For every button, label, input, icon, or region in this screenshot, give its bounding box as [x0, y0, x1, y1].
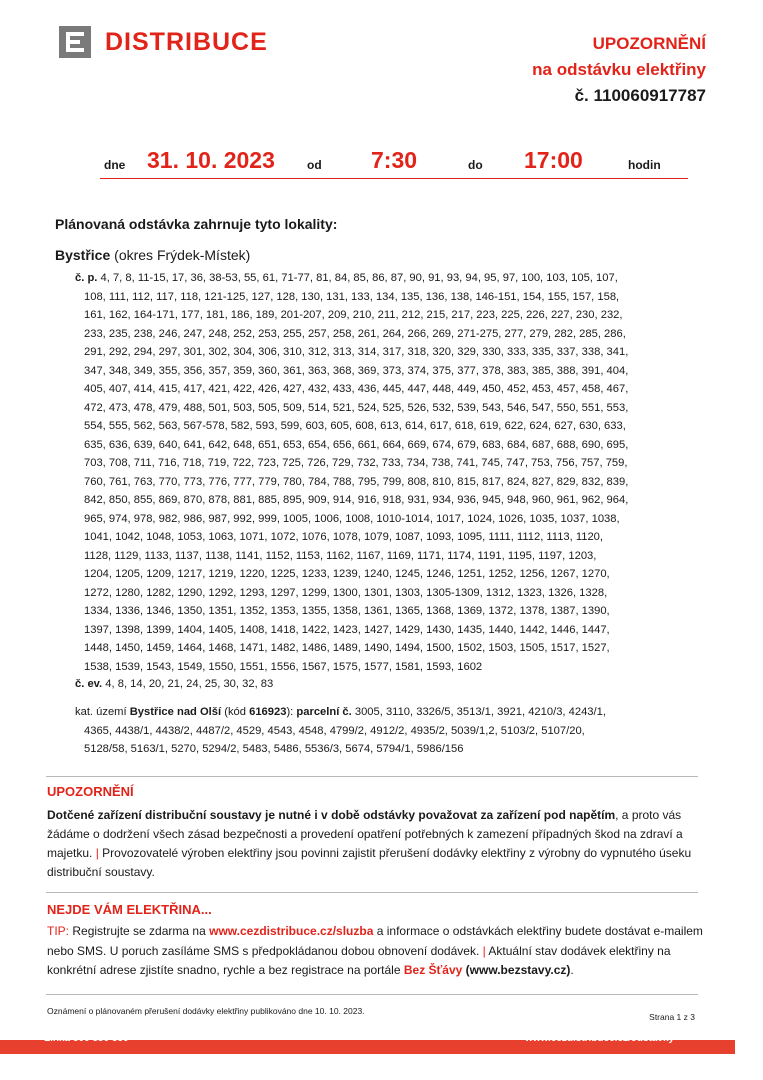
no-power-end: .	[570, 963, 574, 977]
divider	[46, 776, 698, 777]
do-label: do	[468, 158, 483, 172]
warning-text	[47, 806, 707, 882]
time-from: 7:30	[371, 147, 418, 173]
house-numbers-line	[75, 454, 715, 473]
od-label: od	[307, 158, 322, 172]
parcel-line-3: 5128/58, 5163/1, 5270, 5294/2, 5483, 5486, 5536/3, 5674, 5794/1, 5986/156	[84, 743, 464, 755]
divider	[46, 994, 698, 995]
house-numbers-line	[75, 528, 715, 547]
house-numbers-text: 1128, 1129, 1133, 1137, 1138, 1141, 1152, 1153, 1162, 1167, 1169, 1171, 1174, 1191, 1195, 1197, 1203,	[84, 549, 597, 562]
no-power-text-1: Registrujte se zdarma na	[72, 924, 206, 938]
house-numbers-line	[75, 288, 715, 307]
registration-link[interactable]: www.cezdistribuce.cz/sluzba	[209, 924, 374, 938]
house-numbers-line	[75, 491, 715, 510]
house-numbers-text: 703, 708, 711, 716, 718, 719, 722, 723, 725, 726, 729, 732, 733, 734, 738, 741, 745, 747, 753, 756, 757, 759,	[84, 457, 628, 469]
outage-date: 31. 10. 2023	[147, 147, 275, 173]
house-numbers-line	[75, 436, 715, 455]
warning-separator: |	[95, 846, 99, 860]
portal-link[interactable]: (www.bezstavy.cz)	[465, 963, 571, 977]
cez-logo	[59, 26, 268, 58]
house-numbers-text: 842, 850, 855, 869, 870, 878, 881, 885, 895, 909, 914, 916, 918, 931, 934, 936, 945, 948, 960, 961, 962, 964,	[84, 494, 629, 506]
kat-code-open: (kód	[224, 706, 246, 718]
ev-label: č. ev.	[75, 678, 103, 690]
house-numbers-text: 1397, 1398, 1399, 1404, 1405, 1408, 1418, 1422, 1423, 1427, 1429, 1430, 1435, 1440, 1442, 1446, 1447,	[84, 623, 610, 636]
parcel-line-2: 4365, 4438/1, 4438/2, 4487/2, 4529, 4543, 4548, 4799/2, 4912/2, 4935/2, 5039/1,2, 5103/2, 5107/20,	[84, 724, 585, 737]
house-numbers-line	[75, 658, 715, 677]
hotline-text: Linka 800 850 860	[44, 1033, 129, 1044]
house-numbers-line	[75, 417, 715, 436]
cadastral-area	[75, 703, 715, 759]
notice-header	[532, 31, 706, 109]
house-numbers-line	[75, 584, 715, 603]
notice-subtitle: na odstávku elektřiny	[532, 60, 706, 79]
house-numbers-line	[75, 399, 715, 418]
kat-prefix: kat. území	[75, 706, 127, 718]
parcel-line-1: 3005, 3110, 3326/5, 3513/1, 3921, 4210/3, 4243/1,	[354, 706, 606, 718]
registration-numbers	[75, 678, 273, 690]
warning-text-2: Provozovatelé výroben elektřiny jsou povinni zajistit přerušení dodávky elektřiny z výrobny do vypnutého úseku distribuční soustavy.	[47, 846, 692, 879]
house-numbers-text: 1272, 1280, 1282, 1290, 1292, 1293, 1297, 1299, 1300, 1301, 1303, 1305-1309, 1312, 1323, 1326, 1328,	[84, 586, 608, 599]
warning-bold: Dotčené zařízení distribuční soustavy je nutné i v době odstávky považovat za zařízení pod napětím	[47, 808, 616, 822]
warning-text-1: , a proto vás žádáme o dodržení všech zásad bezpečnosti a provedení opatření potřebných k zamezení případných škod na zdraví a majetku.	[47, 808, 683, 860]
notice-title: UPOZORNĚNÍ	[592, 34, 706, 53]
house-numbers-text: 1538, 1539, 1543, 1549, 1550, 1551, 1556, 1567, 1575, 1577, 1581, 1593, 1602	[84, 660, 483, 673]
no-power-text-2: a informace o odstávkách elektřiny budete dostávat e-mailem nebo SMS. U poruch zasíláme SMS s předpokládanou dobou obnovení dodávek.	[47, 924, 703, 958]
kat-name: Bystřice nad Olší	[129, 706, 222, 718]
kat-code: 616923	[249, 706, 287, 718]
localities-title: Plánovaná odstávka zahrnuje tyto lokality:	[55, 216, 338, 232]
divider	[46, 892, 698, 893]
house-numbers-text: 4, 7, 8, 11-15, 17, 36, 38-53, 55, 61, 71-77, 81, 84, 85, 86, 87, 90, 91, 93, 94, 95, 97, 100, 103, 105, 107,	[100, 272, 618, 284]
house-numbers-text: 108, 111, 112, 117, 118, 121-125, 127, 128, 130, 131, 133, 134, 135, 136, 138, 146-151, 154, 155, 157, 158,	[84, 290, 620, 303]
no-power-text-3: Aktuální stav dodávek elektřiny na konkrétní adrese zjistíte snadno, rychle a bez registrace na portále	[47, 943, 671, 977]
cp-label: č. p.	[75, 272, 98, 284]
house-numbers-line	[75, 510, 715, 529]
dne-label: dne	[104, 158, 126, 172]
footer-band	[0, 1033, 735, 1054]
house-numbers-line	[75, 343, 715, 362]
warning-title: UPOZORNĚNÍ	[47, 784, 134, 799]
house-numbers-text: 760, 761, 763, 770, 773, 776, 777, 779, 780, 784, 788, 795, 799, 808, 810, 815, 817, 824, 827, 829, 832, 839,	[84, 475, 629, 488]
house-numbers-text: 405, 407, 414, 415, 417, 421, 422, 426, 427, 432, 433, 436, 445, 447, 448, 449, 450, 452, 453, 457, 458, 467,	[84, 383, 629, 395]
outage-schedule	[100, 142, 688, 179]
house-numbers-line	[75, 639, 715, 658]
house-numbers-text: 472, 473, 478, 479, 488, 501, 503, 505, 509, 514, 521, 524, 525, 526, 532, 539, 543, 546, 547, 550, 551, 553,	[84, 401, 629, 414]
no-power-text	[47, 922, 707, 981]
hodin-label: hodin	[628, 158, 661, 172]
kat-code-close: ):	[286, 706, 294, 718]
locality-heading	[55, 247, 250, 263]
outages-url: www.cezdistribuce.cz/odstavky	[525, 1033, 675, 1044]
house-numbers-line	[75, 380, 715, 399]
house-numbers-text: 291, 292, 294, 297, 301, 302, 304, 306, 310, 312, 313, 314, 317, 318, 320, 329, 330, 333, 335, 337, 338, 341,	[84, 346, 629, 358]
house-numbers-text: 1041, 1042, 1048, 1053, 1063, 1071, 1072, 1076, 1078, 1079, 1087, 1093, 1095, 1111, 1112, 1113, 1120,	[84, 531, 604, 543]
house-numbers-text: 635, 636, 639, 640, 641, 642, 648, 651, 653, 654, 656, 661, 664, 669, 674, 679, 683, 684, 687, 688, 690, 695,	[84, 438, 629, 451]
locality-name: Bystřice	[55, 247, 111, 263]
house-numbers-line	[75, 547, 715, 566]
house-numbers-text: 1204, 1205, 1209, 1217, 1219, 1220, 1225, 1233, 1239, 1240, 1245, 1246, 1251, 1252, 1256, 1267, 1270,	[84, 568, 610, 580]
house-numbers-text: 1334, 1336, 1346, 1350, 1351, 1352, 1353, 1355, 1358, 1361, 1365, 1368, 1369, 1372, 1378, 1387, 1390,	[84, 605, 610, 617]
publication-note: Oznámení o plánovaném přerušení dodávky elektřiny publikováno dne 10. 10. 2023.	[47, 1006, 365, 1016]
parcel-label: parcelní č.	[296, 706, 352, 718]
portal-name: Bez Šťávy	[403, 963, 463, 977]
ev-values: 4, 8, 14, 20, 21, 24, 25, 30, 32, 83	[105, 678, 274, 690]
house-numbers-text: 554, 555, 562, 563, 567-578, 582, 593, 599, 603, 605, 608, 613, 614, 617, 618, 619, 622, 624, 627, 630, 633,	[84, 420, 626, 432]
house-numbers-text: 347, 348, 349, 355, 356, 357, 359, 360, 361, 363, 368, 369, 373, 374, 375, 377, 378, 383, 385, 388, 391, 404,	[84, 364, 629, 377]
house-numbers-text: 161, 162, 164-171, 177, 181, 186, 189, 201-207, 209, 210, 211, 212, 215, 217, 223, 225, 226, 227, 230, 232,	[84, 309, 623, 321]
page-number: Strana 1 z 3	[649, 1012, 695, 1022]
tip-label: TIP:	[47, 924, 70, 938]
logo-text: DISTRIBUCE	[105, 27, 268, 56]
house-numbers-line	[75, 621, 715, 640]
house-numbers-line	[75, 306, 715, 325]
time-to: 17:00	[524, 147, 583, 173]
house-numbers-line	[75, 325, 715, 344]
house-numbers-line	[75, 602, 715, 621]
house-numbers-line	[75, 362, 715, 381]
house-numbers-line	[75, 473, 715, 492]
house-numbers-line	[75, 565, 715, 584]
house-numbers-text: 233, 235, 238, 246, 247, 248, 252, 253, 255, 257, 258, 261, 264, 266, 269, 271-275, 277, 279, 282, 285, 286,	[84, 327, 626, 340]
house-numbers-list	[75, 269, 715, 676]
house-numbers-text: 1448, 1450, 1459, 1464, 1468, 1471, 1482, 1486, 1489, 1490, 1494, 1500, 1502, 1503, 1505, 1517, 1527,	[84, 642, 610, 654]
no-power-separator: |	[482, 943, 486, 958]
notice-number: č. 110060917787	[574, 86, 706, 105]
no-power-title: NEJDE VÁM ELEKTŘINA...	[47, 902, 212, 917]
cez-logo-mark-icon	[59, 26, 91, 58]
house-numbers-text: 965, 974, 978, 982, 986, 987, 992, 999, 1005, 1006, 1008, 1010-1014, 1017, 1024, 1026, 1035, 1037, 1038,	[84, 512, 620, 525]
house-numbers-line	[75, 269, 715, 288]
locality-district: (okres Frýdek-Místek)	[114, 247, 251, 263]
